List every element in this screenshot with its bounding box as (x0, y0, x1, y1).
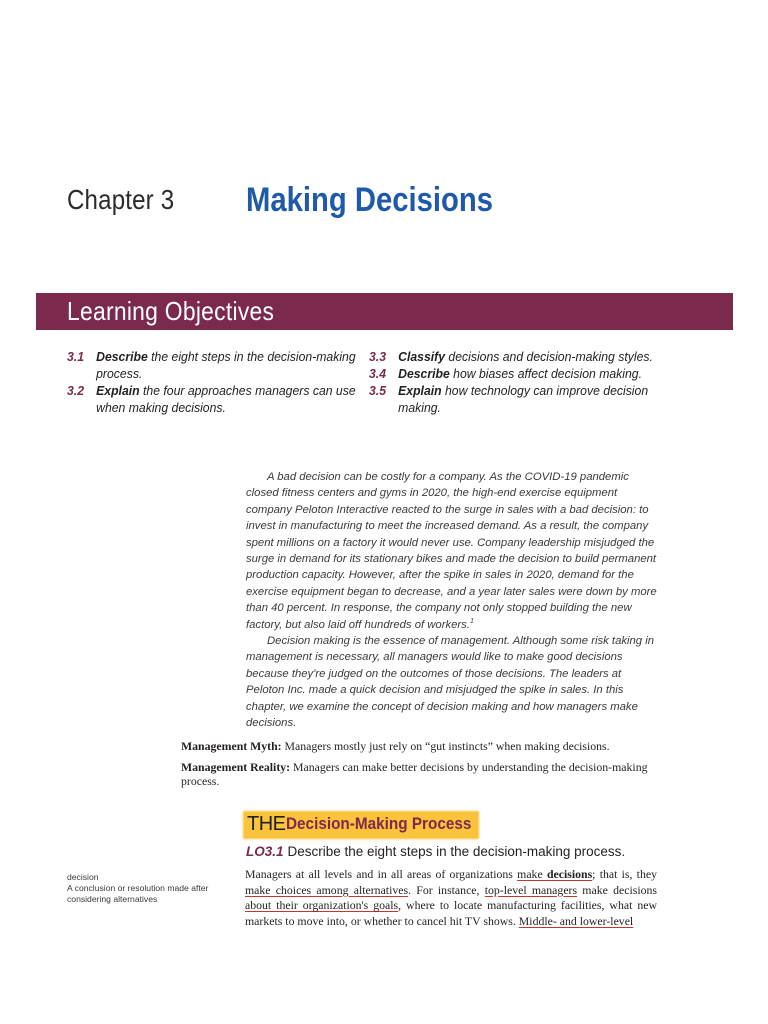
body-text: , where to locate manufacturing facilities, what new markets to move into, or whether to cancel hit TV shows. (245, 898, 657, 928)
footnote-marker: 1 (469, 617, 474, 625)
glossary-term: decision (67, 872, 99, 882)
underlined-phrase: make choices among alternatives (245, 882, 409, 897)
objective-text: how technology can improve decision making. (398, 383, 649, 415)
body-text: make decisions (577, 882, 657, 897)
objective-verb: Explain (398, 383, 442, 398)
objective-number: 3.5 (369, 383, 386, 398)
objective-item (369, 365, 690, 382)
objective-text: decisions and decision-making styles. (445, 349, 653, 364)
section-heading (244, 812, 478, 838)
objective-item (67, 348, 388, 382)
underlined-phrase: make (517, 867, 547, 881)
objective-number: 3.3 (369, 349, 386, 364)
myth-text: Managers mostly just rely on “gut instincts” when making decisions. (281, 739, 610, 753)
section-heading-title: Decision-Making Process (285, 814, 471, 833)
objectives-right-column (369, 348, 669, 416)
underlined-phrase: Middle- and lower-level (518, 913, 634, 928)
reality-label: Management Reality: (181, 760, 291, 774)
body-text: Managers at all levels and in all areas of organizations (245, 867, 518, 881)
underlined-phrase: top-level managers (484, 882, 578, 897)
objective-text: how biases affect decision making. (449, 366, 642, 381)
intro-paragraph-1-text: A bad decision can be costly for a company. As the COVID-19 pandemic closed fitness centers and gyms in 2020, the high-end exercise equipment company Peloton Interactive reacted to the surge in sales with a bad decision: to invest in manufacturing to meet the increased demand. As a result, the company spent millions on a factory it would never use. Company leadership misjudged the surge in demand for its stationary bikes and made the decision to build permanent production capacity. However, after the spike in sales in 2020, demand for the exercise equipment began to decrease, and a year later sales were down by more than 40 percent. In response, the company not only stopped building the new factory, but also laid off hundreds of workers. (246, 471, 657, 631)
objectives-left-column (67, 348, 367, 416)
objective-verb: Classify (398, 349, 446, 364)
learning-objectives-title: Learning Objectives (67, 296, 275, 326)
glossary-definition: A conclusion or resolution made after considering alternatives (67, 883, 209, 904)
objective-item (369, 348, 690, 365)
objective-verb: Describe (398, 366, 450, 381)
body-paragraph (245, 867, 657, 929)
lo-code: LO3.1 (246, 844, 284, 859)
management-reality (181, 760, 651, 788)
key-term-decisions: decisions (546, 867, 593, 881)
management-myth (181, 739, 651, 753)
section-heading-the: THE (247, 813, 286, 835)
objective-verb: Explain (96, 383, 140, 398)
objective-item (67, 382, 388, 416)
objective-number: 3.4 (369, 366, 386, 381)
chapter-label: Chapter 3 (67, 184, 175, 215)
objective-item (369, 382, 690, 416)
objective-number: 3.2 (67, 383, 84, 398)
chapter-intro (246, 469, 662, 732)
objective-verb: Describe (96, 349, 148, 364)
chapter-title: Making Decisions (246, 181, 493, 219)
myth-label: Management Myth: (181, 739, 282, 753)
objective-text: the four approaches managers can use when making decisions. (96, 383, 356, 415)
body-text: ; that is, they (592, 867, 657, 881)
learning-objectives-banner (36, 293, 733, 330)
intro-paragraph: Decision making is the essence of management. Although some risk taking in management is necessary, all managers would like to make good decisions because they're judged on the outcomes of those decisions. The leaders at Peloton Inc. made a quick decision and misjudged the spike in sales. In this chapter, we examine the concept of decision making and how managers make decisions. (246, 635, 655, 730)
body-text: . For instance, (408, 882, 485, 897)
reality-text: Managers can make better decisions by understanding the decision-making process. (181, 760, 648, 788)
underlined-phrase: about their organization's goals (245, 898, 399, 913)
objective-number: 3.1 (67, 349, 84, 364)
lo-text: Describe the eight steps in the decision-making process. (287, 844, 626, 859)
glossary-note (67, 872, 232, 905)
objective-text: the eight steps in the decision-making process. (96, 349, 356, 381)
intro-paragraph (246, 469, 662, 633)
learning-objective-line (246, 844, 625, 859)
